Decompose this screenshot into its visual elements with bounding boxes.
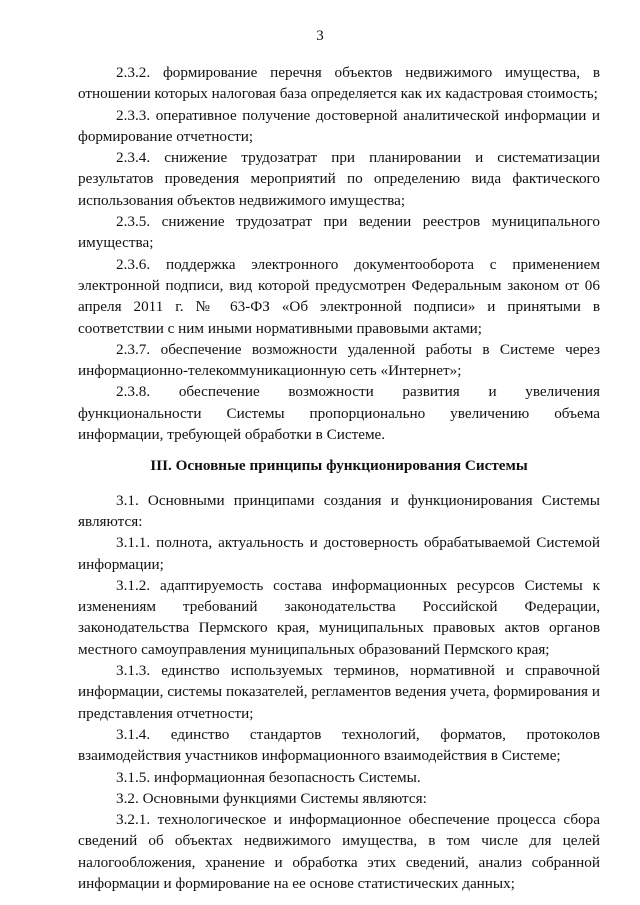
paragraph-3-1-1: 3.1.1. полнота, актуальность и достоверность обрабатываемой Системой информации;	[78, 534, 600, 573]
paragraph-2-3-4: 2.3.4. снижение трудозатрат при планировании и систематизации результатов проведения мероприятий по определению вида фактического использования объектов недвижимого имущества;	[78, 149, 600, 209]
paragraph-2-3-6: 2.3.6. поддержка электронного документооборота с применением электронной подписи, вид которой предусмотрен Федеральным законом от 06 апреля 2011 г. № 63-ФЗ «Об электронной подписи» и принятыми в соответствии с ним иными нормативными правовыми актами;	[78, 255, 600, 337]
paragraph-3-2: 3.2. Основными функциями Системы являются:	[116, 789, 427, 807]
paragraph-3-1-3: 3.1.3. единство используемых терминов, нормативной и справочной информации, системы показателей, регламентов ведения учета, формирования и представления отчетности;	[78, 662, 600, 722]
document-body	[78, 62, 600, 894]
paragraph-2-3-3: 2.3.3. оперативное получение достоверной аналитической информации и формирование отчетности;	[78, 106, 600, 145]
paragraph-3-1-5: 3.1.5. информационная безопасность Системы.	[116, 768, 421, 786]
page-number: 3	[316, 28, 324, 44]
paragraph-2-3-8: 2.3.8. обеспечение возможности развития и увеличения функциональности Системы пропорционально увеличению объема информации, требующей обработки в Системе.	[78, 383, 600, 444]
paragraph-2-3-7: 2.3.7. обеспечение возможности удаленной работы в Системе через информационно-телекоммуникационную сеть «Интернет»;	[78, 340, 600, 380]
paragraph-3-1-4: 3.1.4. единство стандартов технологий, форматов, протоколов взаимодействия участников информационного взаимодействия в Системе;	[78, 725, 600, 765]
paragraph-3-1-2: 3.1.2. адаптируемость состава информационных ресурсов Системы к изменениям требований законодательства Российской Федерации, законодательства Пермского края, муниципальных правовых актов органов местного самоуправления муниципальных образований Пермского края;	[78, 576, 600, 658]
paragraph-2-3-2: 2.3.2. формирование перечня объектов недвижимого имущества, в отношении которых налоговая база определяется как их кадастровая стоимость;	[78, 64, 600, 103]
section-heading: III. Основные принципы функционирования Системы	[150, 457, 528, 475]
paragraph-3-2-1: 3.2.1. технологическое и информационное обеспечение процесса сбора сведений об объектах недвижимого имущества, в том числе для целей налогообложения, хранение и обработка этих сведений, анализ собранной информации и формирование на ее основе статистических данных;	[78, 811, 600, 892]
paragraph-2-3-5: 2.3.5. снижение трудозатрат при ведении реестров муниципального имущества;	[78, 213, 600, 252]
paragraph-3-1: 3.1. Основными принципами создания и функционирования Системы являются:	[78, 491, 600, 530]
